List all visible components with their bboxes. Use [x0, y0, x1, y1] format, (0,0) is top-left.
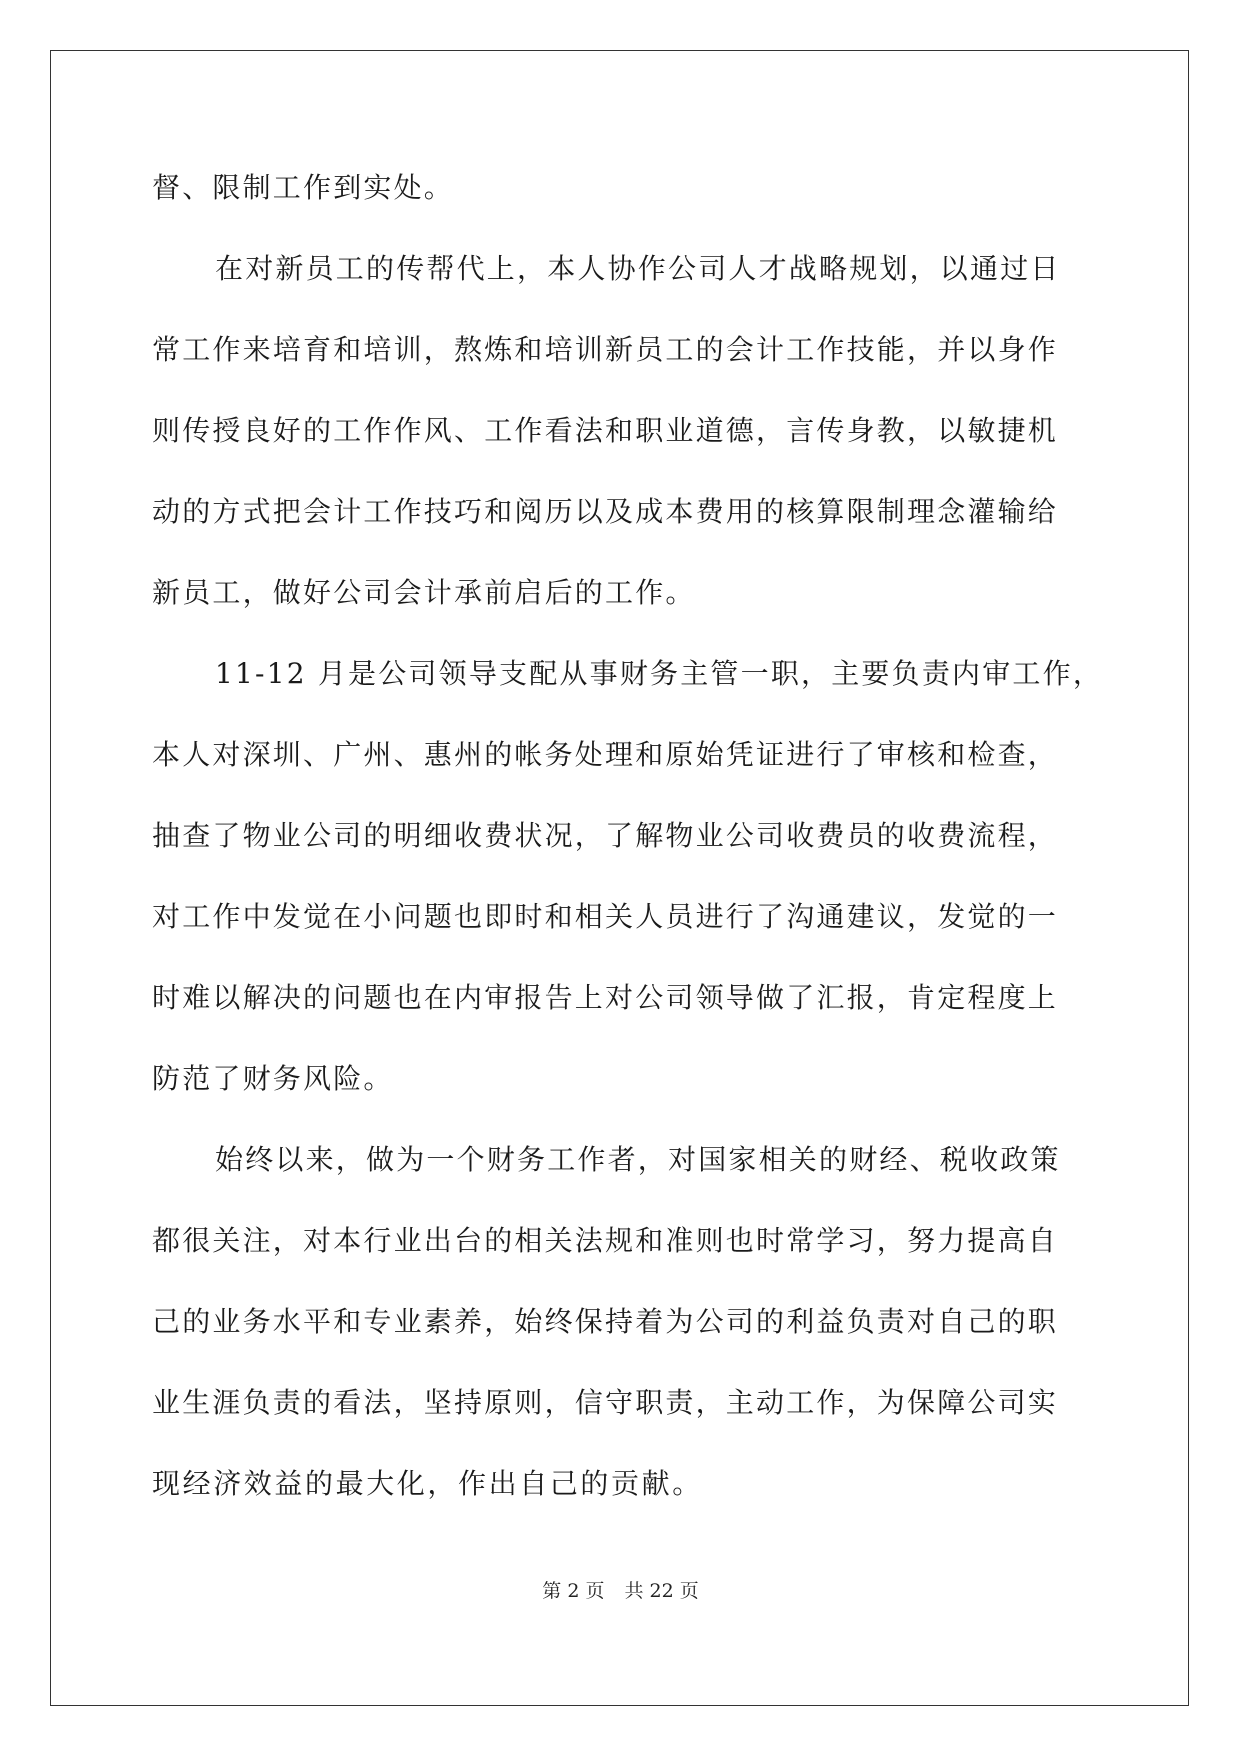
text-line: 11-12 月是公司领导支配从事财务主管一职，主要负责内审工作， — [215, 657, 1104, 690]
text-line: 督、限制工作到实处。 — [152, 171, 455, 204]
text-line: 现经济效益的最大化，作出自己的贡献。 — [152, 1467, 703, 1500]
text-line: 己的业务水平和专业素养，始终保持着为公司的利益负责对自己的职 — [152, 1305, 1059, 1338]
page-footer — [0, 1576, 1241, 1603]
text-line: 常工作来培育和培训，熬炼和培训新员工的会计工作技能，并以身作 — [152, 333, 1059, 366]
text-line: 业生涯负责的看法，坚持原则，信守职责，主动工作，为保障公司实 — [152, 1386, 1059, 1419]
text-line: 则传授良好的工作作风、工作看法和职业道德，言传身教，以敏捷机 — [152, 414, 1059, 447]
document-body — [152, 147, 1104, 1524]
text-line: 新员工，做好公司会计承前启后的工作。 — [152, 576, 696, 609]
text-line: 抽查了物业公司的明细收费状况，了解物业公司收费员的收费流程， — [152, 819, 1059, 852]
text-line: 在对新员工的传帮代上，本人协作公司人才战略规划，以通过日 — [215, 252, 1061, 285]
text-line: 对工作中发觉在小问题也即时和相关人员进行了沟通建议，发觉的一 — [152, 900, 1059, 933]
text-line: 始终以来，做为一个财务工作者，对国家相关的财经、税收政策 — [215, 1143, 1061, 1176]
text-line: 都很关注，对本行业出台的相关法规和准则也时常学习，努力提高自 — [152, 1224, 1059, 1257]
text-line: 本人对深圳、广州、惠州的帐务处理和原始凭证进行了审核和检查， — [152, 738, 1059, 771]
text-line: 时难以解决的问题也在内审报告上对公司领导做了汇报，肯定程度上 — [152, 981, 1059, 1014]
page-number: 第 2 页 — [542, 1580, 605, 1602]
page-total: 共 22 页 — [624, 1580, 699, 1602]
text-line: 防范了财务风险。 — [152, 1062, 394, 1095]
text-line: 动的方式把会计工作技巧和阅历以及成本费用的核算限制理念灌输给 — [152, 495, 1059, 528]
